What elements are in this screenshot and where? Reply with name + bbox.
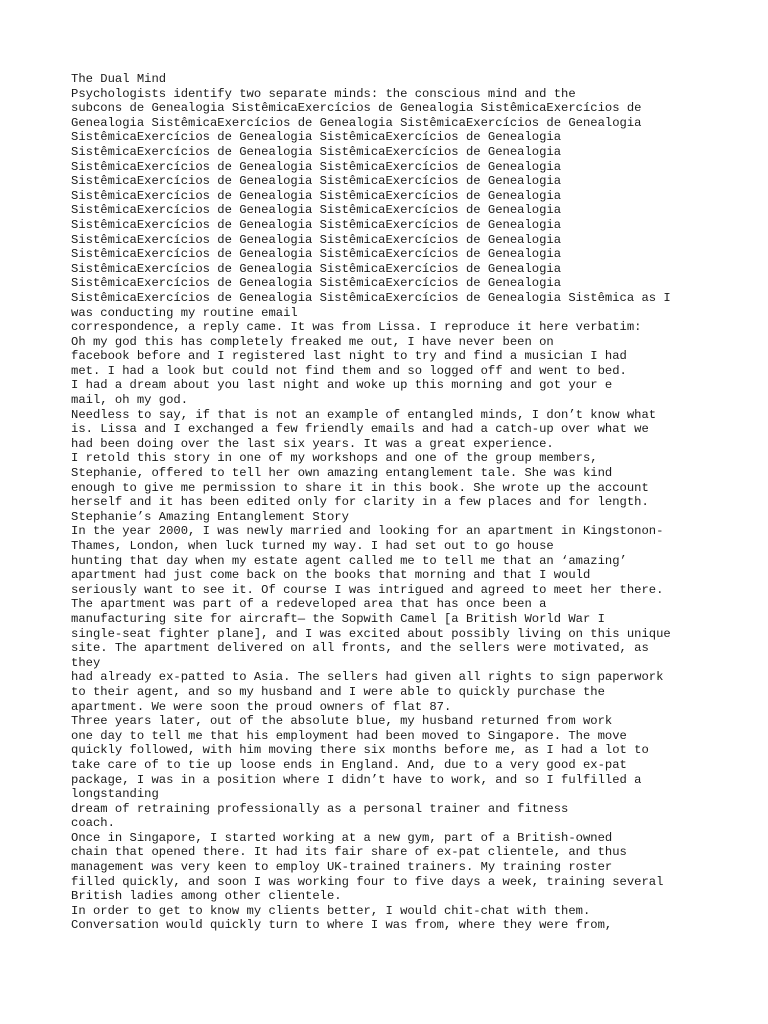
text-line: Stephanie’s Amazing Entanglement Story	[71, 509, 349, 524]
text-line: SistêmicaExercícios de Genealogia SistêmicaExercícios de Genealogia	[71, 188, 562, 203]
text-line: SistêmicaExercícios de Genealogia SistêmicaExercícios de Genealogia Sistêmica as I	[71, 290, 671, 305]
text-line: SistêmicaExercícios de Genealogia SistêmicaExercícios de Genealogia	[71, 144, 562, 159]
text-line: had already ex-patted to Asia. The sellers had given all rights to sign paperwork	[71, 670, 664, 685]
text-line: herself and it has been edited only for clarity in a few places and for length.	[71, 495, 649, 510]
text-line: I retold this story in one of my workshops and one of the group members,	[71, 451, 598, 466]
text-line: Oh my god this has completely freaked me out, I have never been on	[71, 334, 554, 349]
text-line: British ladies among other clientele.	[71, 889, 342, 904]
text-line: subcons de Genealogia SistêmicaExercícios de Genealogia SistêmicaExercícios de	[71, 101, 642, 116]
text-line: seriously want to see it. Of course I was intrigued and agreed to meet her there.	[71, 582, 664, 597]
text-line: manufacturing site for aircraft— the Sopwith Camel [a British World War I	[71, 611, 605, 626]
text-line: SistêmicaExercícios de Genealogia SistêmicaExercícios de Genealogia	[71, 276, 562, 291]
text-line: package, I was in a position where I didn’t have to work, and so I fulfilled a	[71, 772, 642, 787]
text-line: Once in Singapore, I started working at a new gym, part of a British-owned	[71, 830, 613, 845]
text-line: one day to tell me that his employment had been moved to Singapore. The move	[71, 728, 627, 743]
text-line: take care of to tie up loose ends in England. And, due to a very good ex-pat	[71, 757, 627, 772]
text-line: was conducting my routine email	[71, 305, 298, 320]
text-line: Stephanie, offered to tell her own amazing entanglement tale. She was kind	[71, 466, 613, 481]
text-line: had been doing over the last six years. It was a great experience.	[71, 436, 554, 451]
document-page	[71, 72, 711, 933]
text-line: Conversation would quickly turn to where I was from, where they were from,	[71, 918, 613, 933]
text-line: Three years later, out of the absolute blue, my husband returned from work	[71, 714, 613, 729]
text-line: longstanding	[71, 787, 159, 802]
text-line: met. I had a look but could not find them and so logged off and went to bed.	[71, 363, 627, 378]
text-line: apartment had just come back on the books that morning and that I would	[71, 568, 591, 583]
document-title: The Dual Mind	[71, 72, 167, 86]
text-line: filled quickly, and soon I was working four to five days a week, training several	[71, 874, 664, 889]
text-line: SistêmicaExercícios de Genealogia SistêmicaExercícios de Genealogia	[71, 261, 562, 276]
text-line: Psychologists identify two separate minds: the conscious mind and the	[71, 86, 576, 101]
text-line: chain that opened there. It had its fair share of ex-pat clientele, and thus	[71, 845, 627, 860]
text-line: facebook before and I registered last night to try and find a musician I had	[71, 349, 627, 364]
text-line: Genealogia SistêmicaExercícios de Genealogia SistêmicaExercícios de Genealogia	[71, 115, 642, 130]
text-line: to their agent, and so my husband and I were able to quickly purchase the	[71, 684, 605, 699]
text-line: SistêmicaExercícios de Genealogia SistêmicaExercícios de Genealogia	[71, 232, 562, 247]
text-line: SistêmicaExercícios de Genealogia SistêmicaExercícios de Genealogia	[71, 247, 562, 262]
text-line: coach.	[71, 816, 115, 831]
text-line: mail, oh my god.	[71, 393, 189, 408]
text-line: apartment. We were soon the proud owners of flat 87.	[71, 699, 452, 714]
text-line: they	[71, 655, 101, 670]
text-line: enough to give me permission to share it in this book. She wrote up the account	[71, 480, 649, 495]
text-line: SistêmicaExercícios de Genealogia SistêmicaExercícios de Genealogia	[71, 174, 562, 189]
text-line: SistêmicaExercícios de Genealogia SistêmicaExercícios de Genealogia	[71, 159, 562, 174]
text-line: In the year 2000, I was newly married and looking for an apartment in Kingstonon-	[71, 524, 664, 539]
text-line: Needless to say, if that is not an example of entangled minds, I don’t know what	[71, 407, 657, 422]
text-line: The apartment was part of a redeveloped area that has once been a	[71, 597, 547, 612]
text-line: In order to get to know my clients better, I would chit-chat with them.	[71, 903, 591, 918]
text-line: I had a dream about you last night and woke up this morning and got your e	[71, 378, 613, 393]
text-line: SistêmicaExercícios de Genealogia SistêmicaExercícios de Genealogia	[71, 203, 562, 218]
text-line: Thames, London, when luck turned my way. I had set out to go house	[71, 539, 554, 553]
text-line: management was very keen to employ UK-trained trainers. My training roster	[71, 860, 613, 875]
text-line: dream of retraining professionally as a personal trainer and fitness	[71, 801, 569, 816]
text-line: SistêmicaExercícios de Genealogia SistêmicaExercícios de Genealogia	[71, 217, 562, 232]
text-line: single-seat fighter plane], and I was excited about possibly living on this unique	[71, 626, 671, 641]
text-line: is. Lissa and I exchanged a few friendly emails and had a catch-up over what we	[71, 422, 649, 437]
text-line: correspondence, a reply came. It was from Lissa. I reproduce it here verbatim:	[71, 320, 642, 335]
text-line: hunting that day when my estate agent called me to tell me that an ‘amazing’	[71, 553, 627, 568]
text-line: SistêmicaExercícios de Genealogia SistêmicaExercícios de Genealogia	[71, 130, 562, 145]
text-line: site. The apartment delivered on all fronts, and the sellers were motivated, as	[71, 641, 649, 656]
text-line: quickly followed, with him moving there six months before me, as I had a lot to	[71, 743, 649, 758]
